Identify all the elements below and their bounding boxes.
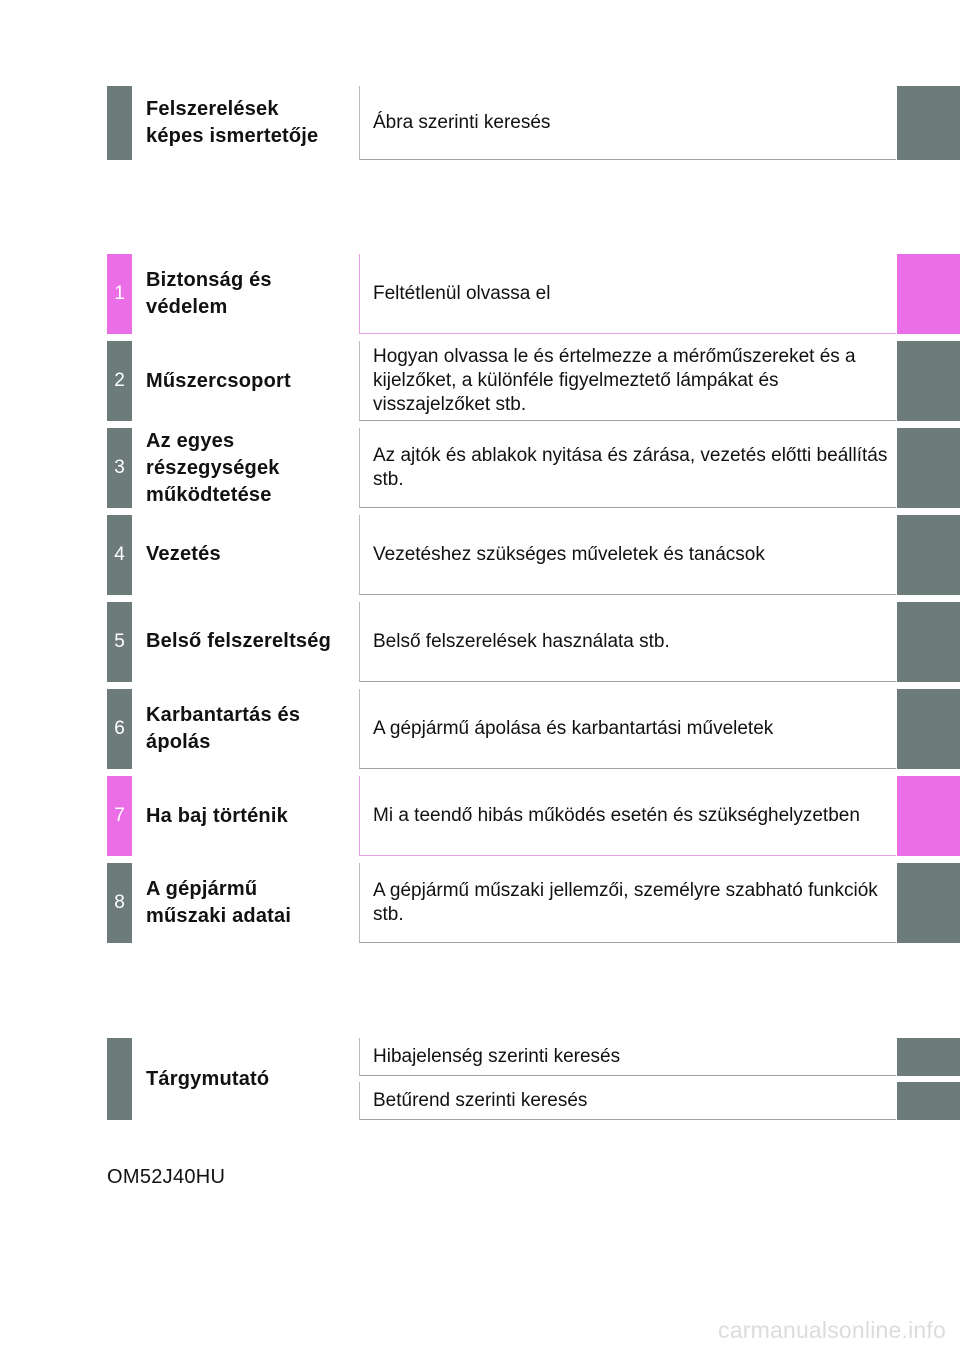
chapter-description: A gépjármű ápolása és karbantartási műveletek bbox=[359, 689, 896, 769]
chapter-description: A gépjármű műszaki jellemzői, személyre szabható funkciók stb. bbox=[359, 863, 896, 943]
chapter-title: Biztonság és védelem bbox=[146, 269, 272, 318]
manual-code: OM52J40HU bbox=[107, 1166, 226, 1188]
chapter-row-4[interactable] bbox=[0, 515, 960, 595]
chapter-row-7[interactable] bbox=[0, 776, 960, 856]
index-item-tab[interactable] bbox=[897, 1082, 960, 1120]
index-item-symptom-search[interactable] bbox=[0, 1038, 960, 1076]
chapter-thumb-tab[interactable] bbox=[897, 254, 960, 334]
chapter-row-1[interactable] bbox=[0, 254, 960, 334]
chapter-row-8[interactable] bbox=[0, 863, 960, 943]
chapter-title: Vezetés bbox=[146, 543, 221, 565]
index-item-label: Betűrend szerinti keresés bbox=[359, 1082, 896, 1120]
chapter-description: Belső felszerelések használata stb. bbox=[359, 602, 896, 682]
chapter-title: A gépjármű műszaki adatai bbox=[146, 878, 292, 927]
chapter-number: 3 bbox=[107, 428, 132, 508]
chapter-row-3[interactable] bbox=[0, 428, 960, 508]
header-title: Felszerelések képes ismertetője bbox=[146, 98, 319, 147]
header-thumb-tab[interactable] bbox=[897, 86, 960, 160]
watermark: carmanualsonline.info bbox=[718, 1317, 946, 1343]
chapter-number: 8 bbox=[107, 863, 132, 943]
chapter-title: Belső felszereltség bbox=[146, 630, 331, 652]
chapter-row-5[interactable] bbox=[0, 602, 960, 682]
chapter-thumb-tab[interactable] bbox=[897, 602, 960, 682]
chapter-description: Vezetéshez szükséges műveletek és tanácsok bbox=[359, 515, 896, 595]
index-item-label: Hibajelenség szerinti keresés bbox=[359, 1038, 896, 1076]
chapter-number: 6 bbox=[107, 689, 132, 769]
index-item-alphabetical-search[interactable] bbox=[0, 1082, 960, 1120]
chapter-number: 1 bbox=[107, 254, 132, 334]
chapter-number: 4 bbox=[107, 515, 132, 595]
chapter-thumb-tab[interactable] bbox=[897, 341, 960, 421]
chapter-description: Mi a teendő hibás működés esetén és szükséghelyzetben bbox=[359, 776, 896, 856]
chapter-thumb-tab[interactable] bbox=[897, 428, 960, 508]
header-color-bar bbox=[107, 86, 132, 160]
chapter-row-2[interactable] bbox=[0, 341, 960, 421]
chapter-thumb-tab[interactable] bbox=[897, 515, 960, 595]
chapter-description: Hogyan olvassa le és értelmezze a mérőműszereket és a kijelzőket, a különféle figyelmeztető lámpákat és visszajelzőket stb. bbox=[359, 341, 896, 421]
chapter-title: Műszercsoport bbox=[146, 369, 291, 392]
chapter-title: Az egyes részegységek működtetése bbox=[146, 429, 280, 506]
chapter-title: Ha baj történik bbox=[146, 804, 288, 827]
index-title: Tárgymutató bbox=[146, 1067, 270, 1090]
chapter-row-6[interactable] bbox=[0, 689, 960, 769]
chapter-thumb-tab[interactable] bbox=[897, 689, 960, 769]
chapter-description: Az ajtók és ablakok nyitása és zárása, vezetés előtti beállítás stb. bbox=[359, 428, 896, 508]
chapter-description: Feltétlenül olvassa el bbox=[359, 254, 896, 334]
index-item-tab[interactable] bbox=[897, 1038, 960, 1076]
chapter-number: 5 bbox=[107, 602, 132, 682]
chapter-number: 7 bbox=[107, 776, 132, 856]
header-row[interactable] bbox=[0, 86, 960, 160]
header-description: Ábra szerinti keresés bbox=[359, 86, 896, 160]
chapter-title: Karbantartás és ápolás bbox=[146, 704, 301, 753]
chapter-thumb-tab[interactable] bbox=[897, 776, 960, 856]
chapter-number: 2 bbox=[107, 341, 132, 421]
chapter-thumb-tab[interactable] bbox=[897, 863, 960, 943]
